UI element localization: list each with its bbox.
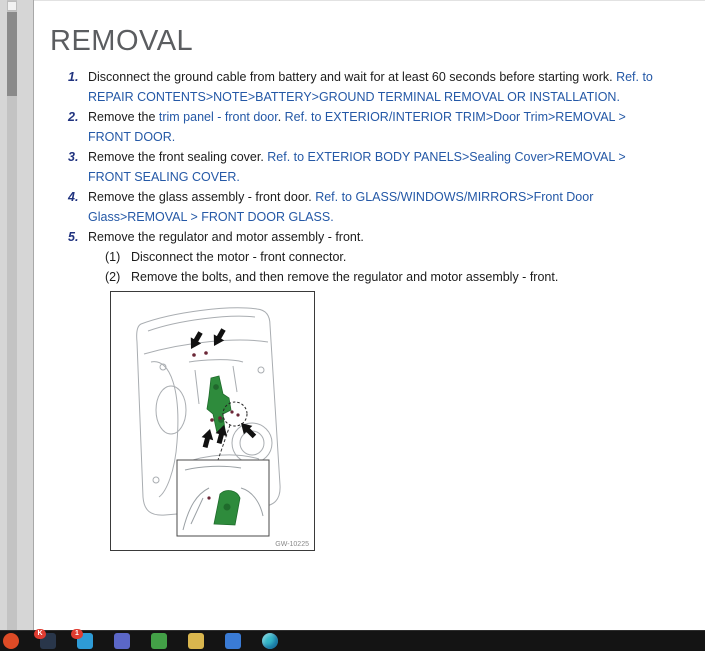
inset-detail xyxy=(177,460,269,536)
ref-link[interactable]: Ref. to GLASS/WINDOWS/MIRRORS>Front Door Glass>REMOVAL > FRONT DOOR GLASS. xyxy=(88,190,594,224)
substep-2 xyxy=(105,267,655,287)
edge-browser-icon[interactable] xyxy=(262,633,278,649)
app-green-icon[interactable] xyxy=(151,633,167,649)
procedure-step-5 xyxy=(68,227,655,551)
door-illustration-svg xyxy=(111,292,314,550)
substep-number: (2) xyxy=(105,270,121,284)
badge: K xyxy=(34,629,46,639)
badge: 1 xyxy=(71,629,83,639)
trim-panel-link[interactable]: trim panel - front door xyxy=(158,110,278,124)
document-page xyxy=(34,0,705,630)
regulator-highlight xyxy=(207,376,231,433)
ref-link[interactable]: Ref. to EXTERIOR BODY PANELS>Sealing Cover>REMOVAL > FRONT SEALING COVER. xyxy=(88,150,626,184)
substep-number: (1) xyxy=(105,250,121,264)
step-text xyxy=(88,147,655,187)
procedure-step-4 xyxy=(68,187,655,227)
step-instruction: Remove the glass assembly - front door. xyxy=(88,190,316,204)
step-number: 1. xyxy=(68,70,79,84)
scrollbar-thumb[interactable] xyxy=(7,12,17,96)
taskbar xyxy=(0,630,705,651)
left-panel xyxy=(0,0,34,630)
procedure-step-3 xyxy=(68,147,655,187)
procedure-step-1 xyxy=(68,67,655,107)
step-text xyxy=(88,227,655,551)
step-instruction: Remove the front sealing cover. xyxy=(88,150,268,164)
step-text xyxy=(88,187,655,227)
procedure-step-2 xyxy=(68,107,655,147)
file-explorer-icon[interactable] xyxy=(188,633,204,649)
step-text xyxy=(88,67,655,107)
substep-instruction: Disconnect the motor - front connector. xyxy=(131,250,347,264)
step-number: 5. xyxy=(68,230,79,244)
messages-icon[interactable] xyxy=(75,630,93,649)
step-number: 3. xyxy=(68,150,79,164)
page-title: REMOVAL xyxy=(50,25,194,57)
step-instruction: Disconnect the ground cable from battery and wait for at least 60 seconds before starting work. xyxy=(88,70,617,84)
scroll-up-button[interactable] xyxy=(7,1,17,11)
procedure-steps xyxy=(50,67,655,551)
figure-code: GW-10225 xyxy=(275,541,309,548)
step-instruction: Remove the xyxy=(88,110,159,124)
step-text xyxy=(88,107,655,147)
step-instruction: . xyxy=(277,110,285,124)
step-number: 2. xyxy=(68,110,79,124)
app-blue-icon[interactable] xyxy=(225,633,241,649)
ref-link[interactable]: Ref. to EXTERIOR/INTERIOR TRIM>Door Trim>REMOVAL > FRONT DOOR. xyxy=(88,110,626,144)
step-instruction: Remove the regulator and motor assembly - front. xyxy=(88,230,364,244)
app-k-icon[interactable] xyxy=(37,630,56,649)
door-regulator-figure xyxy=(110,291,315,551)
ref-link[interactable]: Ref. to REPAIR CONTENTS>NOTE>BATTERY>GROUND TERMINAL REMOVAL OR INSTALLATION. xyxy=(88,70,653,104)
step-number: 4. xyxy=(68,190,79,204)
substep-1 xyxy=(105,247,655,267)
browser-orange-icon[interactable] xyxy=(3,633,19,649)
substep-instruction: Remove the bolts, and then remove the regulator and motor assembly - front. xyxy=(131,270,559,284)
app-purple-icon[interactable] xyxy=(114,633,130,649)
